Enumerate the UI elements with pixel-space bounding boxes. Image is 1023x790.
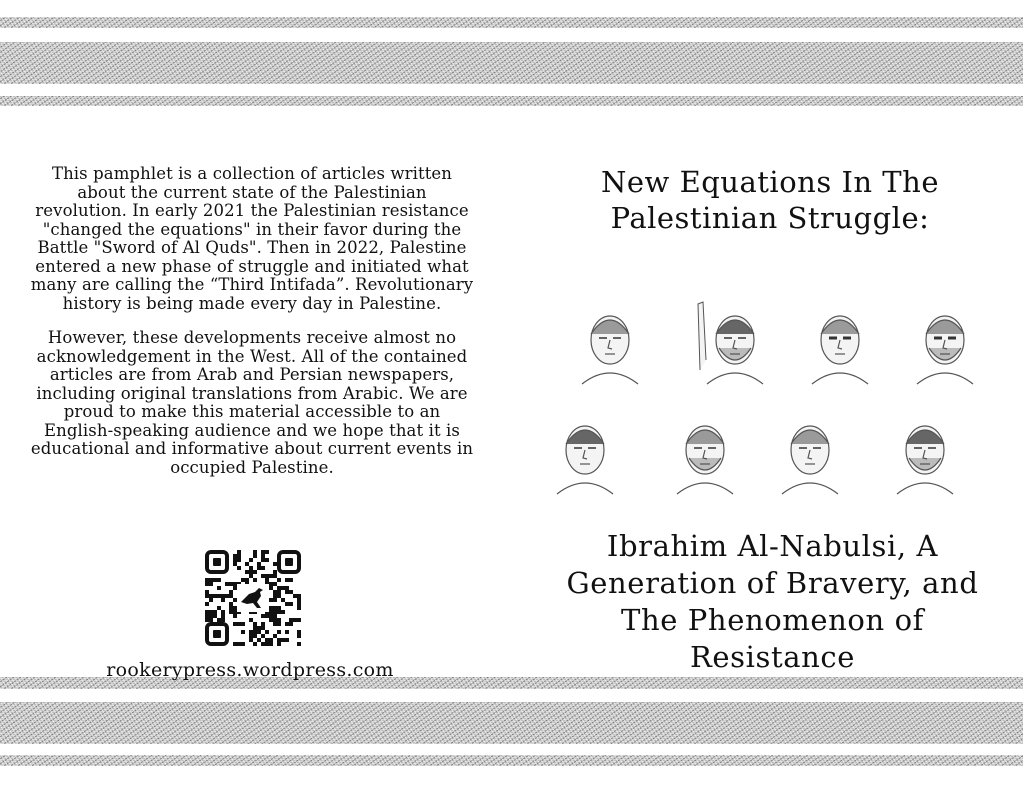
portrait-sketch <box>677 426 733 494</box>
website-link[interactable]: rookerypress.wordpress.com <box>106 659 394 681</box>
top-stripe-wide <box>0 42 1023 84</box>
portrait-sketch <box>557 426 613 494</box>
bottom-stripe-thin-lower <box>0 755 1023 766</box>
cover-subtitle: Ibrahim Al-Nabulsi, A Generation of Bravery, and The Phenomenon of Resistance <box>566 529 979 674</box>
portrait-sketches <box>540 290 1000 500</box>
cover-title: New Equations In The Palestinian Struggle: <box>601 165 939 235</box>
raised-finger <box>698 302 706 370</box>
portrait-sketch <box>917 316 973 384</box>
portrait-sketch <box>707 316 763 384</box>
qr-code <box>205 550 301 646</box>
portrait-grid <box>540 290 1000 500</box>
portrait-sketch <box>812 316 868 384</box>
qr-code-graphic <box>205 550 301 646</box>
second-paragraph: However, these developments receive almost no acknowledgement in the West. All of the contained articles are from Arab and Persian newspapers, including original translations from Arabic. We are proud to make this material accessible to an English-speaking audience and we hope that it is educational and informative about current events in occupied Palestine. <box>30 328 474 477</box>
back-cover-text <box>30 165 474 493</box>
bottom-stripe-wide <box>0 702 1023 744</box>
portrait-sketch <box>782 426 838 494</box>
top-stripe-thin-lower <box>0 96 1023 106</box>
portrait-sketch <box>897 426 953 494</box>
portrait-sketch <box>582 316 638 384</box>
intro-paragraph: This pamphlet is a collection of articles written about the current state of the Palestinian revolution. In early 2021 the Palestinian resistance "changed the equations" in their favor during the Battle "Sword of Al Quds". Then in 2022, Palestine entered a new phase of struggle and initiated what many are calling the “Third Intifada”. Revolutionary history is being made every day in Palestine. <box>30 164 474 313</box>
top-stripe-thin <box>0 17 1023 28</box>
